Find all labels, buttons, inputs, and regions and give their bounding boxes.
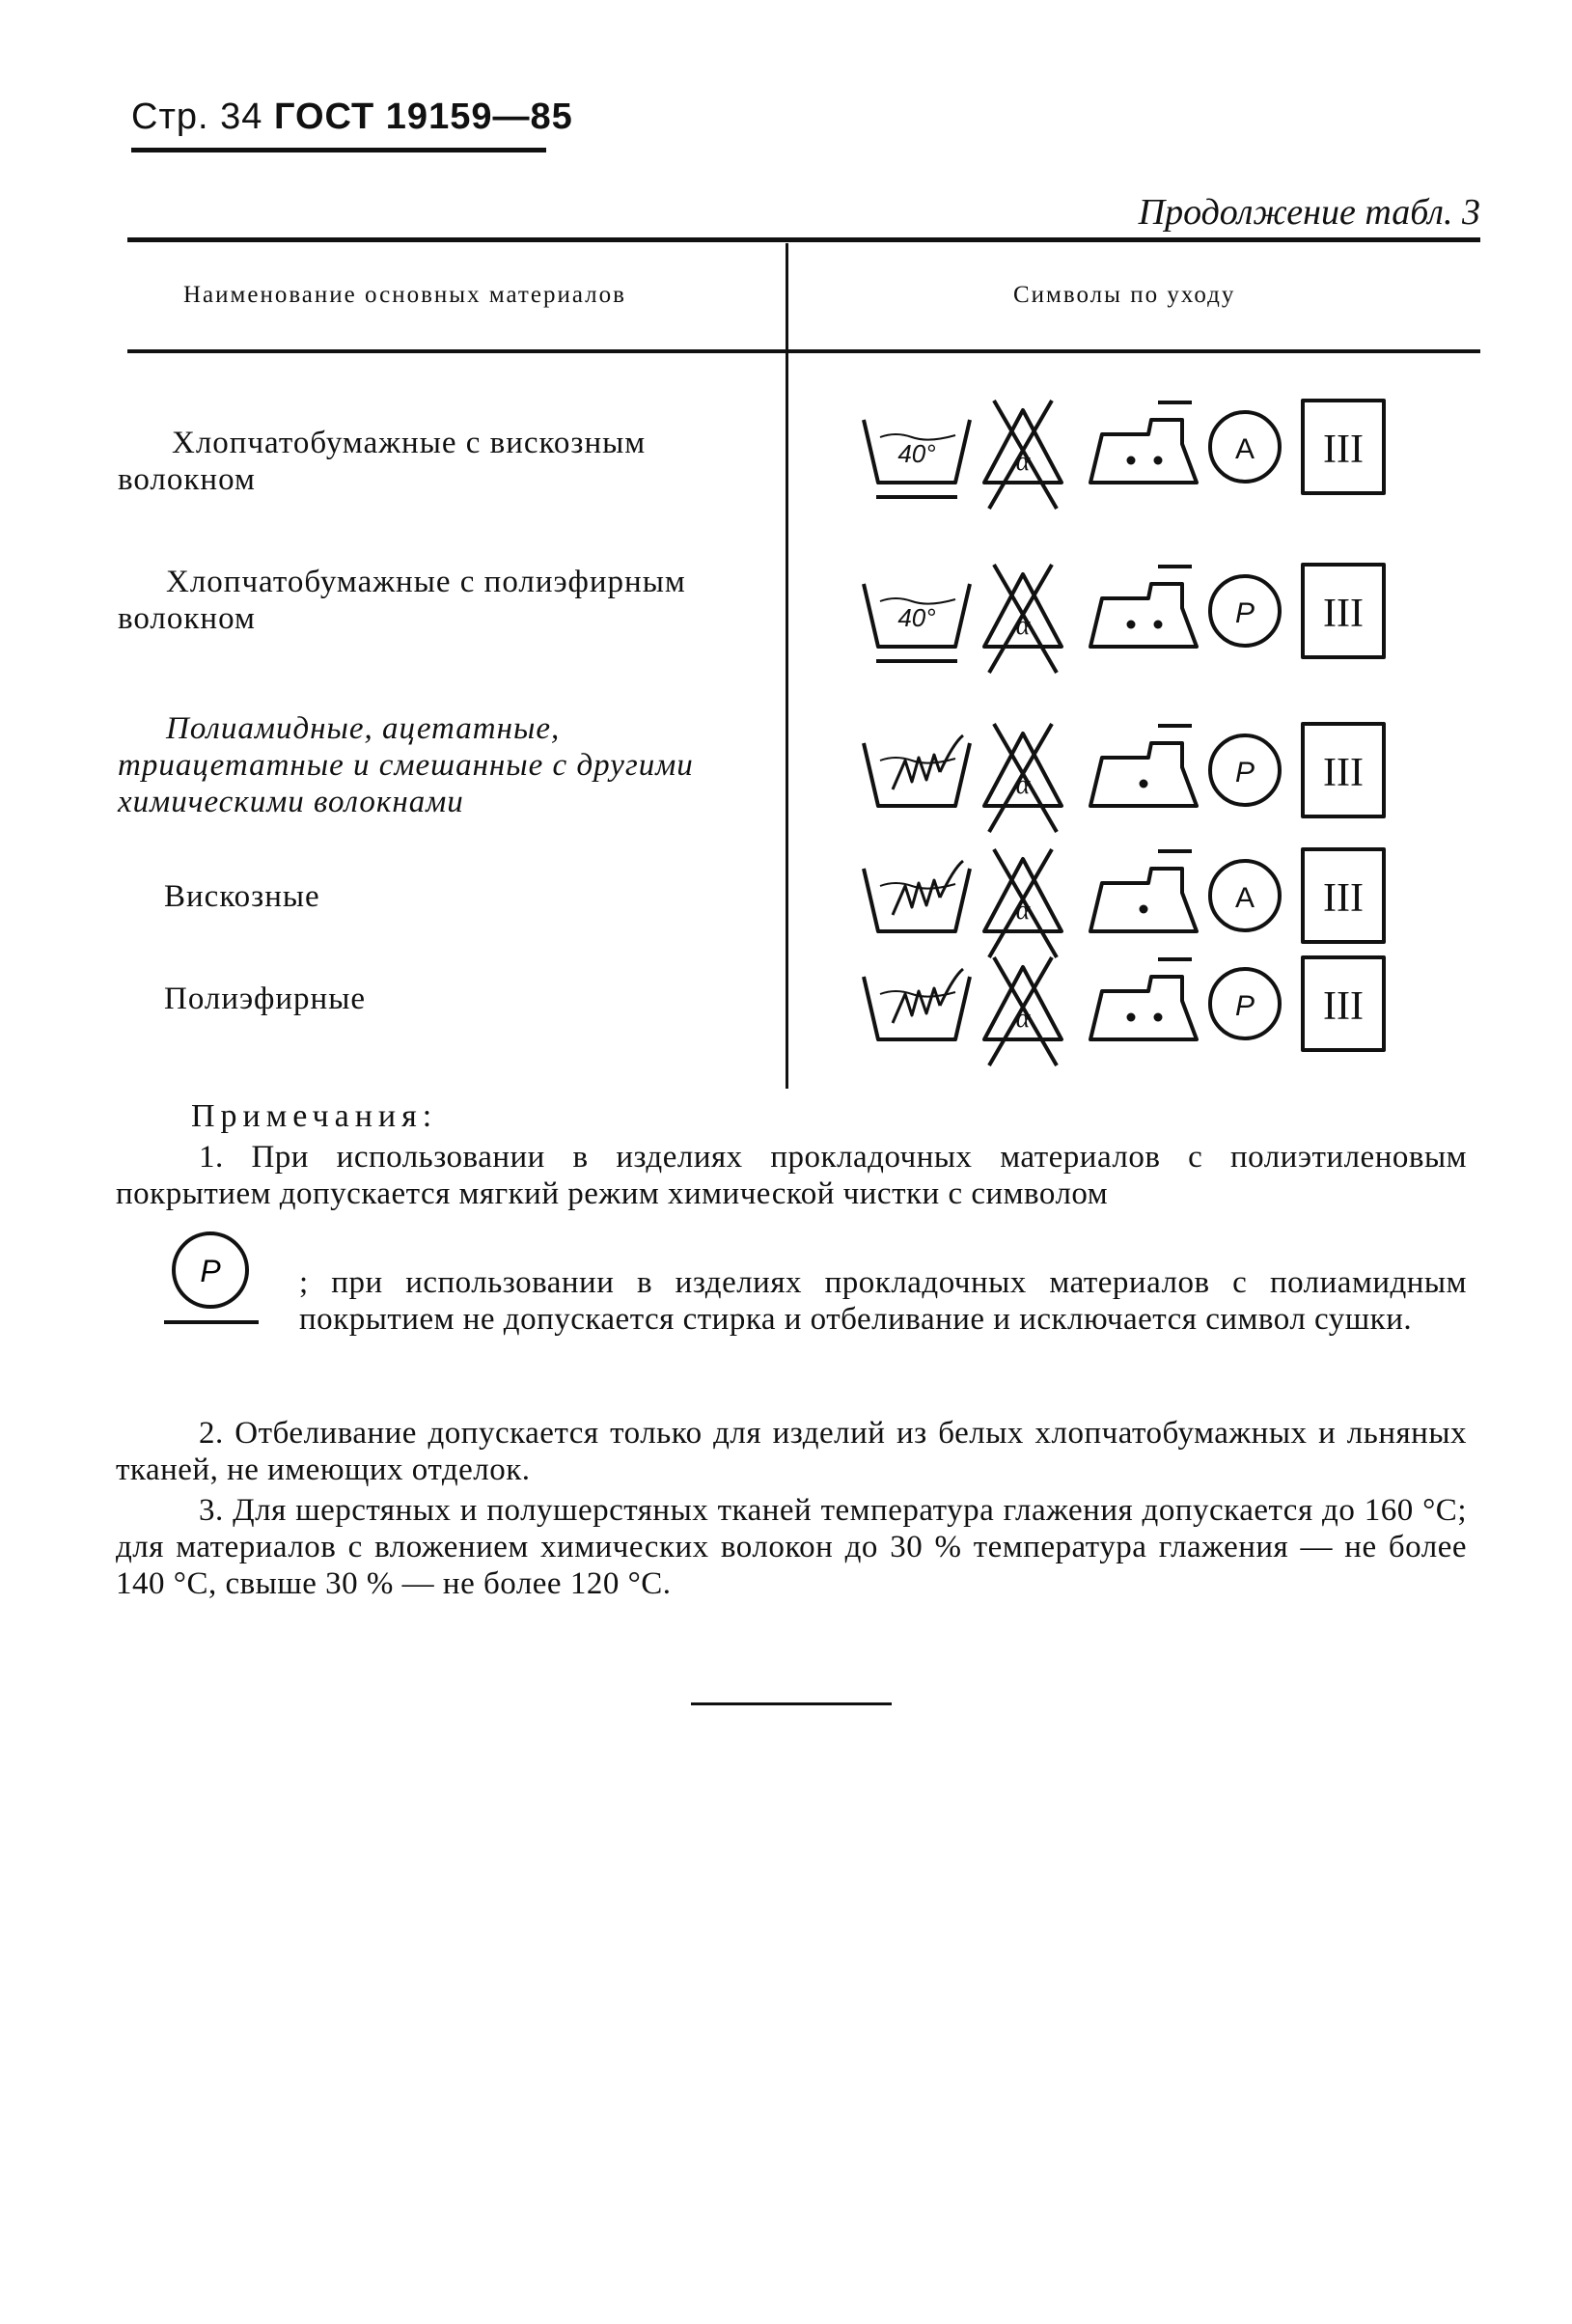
- drying-lines: III: [1323, 592, 1364, 636]
- drying-lines: III: [1323, 751, 1364, 795]
- drying-lines: III: [1323, 984, 1364, 1029]
- wash-tub-icon: [864, 969, 970, 1039]
- bleach-letter: α: [1015, 611, 1031, 641]
- drying-lines: III: [1323, 876, 1364, 921]
- care-symbols-row-2: [859, 555, 1457, 680]
- bleach-letter: α: [1015, 770, 1031, 800]
- notes-title: Примечания:: [191, 1098, 438, 1134]
- dry-clean-mild-symbol: [160, 1226, 266, 1332]
- no-bleach-icon: [984, 849, 1062, 957]
- dry-clean-mild-letter: P: [200, 1254, 221, 1288]
- bleach-letter: α: [1015, 896, 1031, 926]
- wash-tub-icon: [864, 735, 970, 806]
- table-top-rule: [127, 237, 1480, 242]
- iron-icon: [1090, 959, 1197, 1039]
- no-bleach-icon: [984, 401, 1062, 509]
- note-3: 3. Для шерстяных и полушерстяных тканей температура глажения допускается до 160 °С; для материалов с вложением химических волокон до 30 % температура глажения — не более 140 °С, свыше 30 % — не более 120 °С.: [116, 1493, 1467, 1601]
- material-name-row-3: Полиамидные, ацетатные, триацетатные и смешанные с другими химическими волокнами: [118, 711, 694, 819]
- dry-clean-icon: [1210, 576, 1280, 646]
- header-underline: [131, 148, 546, 152]
- drying-icon: [1303, 565, 1384, 657]
- drying-icon: [1303, 724, 1384, 816]
- end-rule: [691, 1702, 892, 1705]
- wash-temperature-label: 40°: [897, 439, 936, 468]
- care-symbols-row-5: [859, 948, 1457, 1073]
- material-name-row-2: Хлопчатобумажные с полиэфирным волокном: [118, 565, 686, 636]
- material-name-row-4: Вискозные: [164, 879, 320, 914]
- drying-icon: [1303, 401, 1384, 493]
- column-header-materials: Наименование основных материалов: [183, 282, 626, 308]
- dry-clean-letter: P: [1234, 990, 1255, 1022]
- dry-clean-letter: P: [1234, 757, 1255, 788]
- wash-tub-icon: [864, 861, 970, 931]
- material-name-row-5: Полиэфирные: [164, 982, 367, 1016]
- wash-tub-icon: [864, 584, 970, 663]
- dry-clean-letter: A: [1234, 882, 1255, 914]
- table-continuation-label: Продолжение табл. 3: [1138, 192, 1480, 233]
- page-header: [131, 97, 573, 138]
- iron-icon: [1090, 851, 1197, 931]
- iron-icon: [1090, 402, 1197, 483]
- bleach-letter: α: [1015, 447, 1031, 477]
- drying-icon: [1303, 849, 1384, 942]
- drying-icon: [1303, 957, 1384, 1050]
- note-2: 2. Отбеливание допускается только для изделий из белых хлопчатобумажных и льняных тканей, не имеющих отделок.: [116, 1416, 1467, 1487]
- page-number: Стр. 34: [131, 97, 263, 137]
- dry-clean-icon: [1210, 412, 1280, 482]
- iron-icon: [1090, 567, 1197, 647]
- care-symbols-row-3: [859, 714, 1457, 840]
- no-bleach-icon: [984, 565, 1062, 673]
- column-header-symbols: Символы по уходу: [1013, 282, 1236, 308]
- note-1-part-b: ; при использовании в изделиях прокладочных материалов с полиамидным покрытием не допускается стирка и отбеливание и исключается символ сушки.: [299, 1265, 1467, 1337]
- dry-clean-icon: [1210, 969, 1280, 1038]
- no-bleach-icon: [984, 724, 1062, 832]
- dry-clean-icon: [1210, 861, 1280, 930]
- wash-temperature-label: 40°: [897, 603, 936, 632]
- material-name-row-1: Хлопчатобумажные с вискозным волокном: [118, 426, 647, 497]
- table-header-rule: [127, 349, 1480, 353]
- dry-clean-letter: A: [1234, 433, 1255, 465]
- drying-lines: III: [1323, 428, 1364, 472]
- standard-code: ГОСТ 19159—85: [273, 97, 573, 137]
- table-column-divider: [786, 243, 788, 1089]
- iron-icon: [1090, 726, 1197, 806]
- wash-tub-icon: [864, 420, 970, 499]
- care-symbols-row-1: [859, 391, 1457, 516]
- bleach-letter: α: [1015, 1004, 1031, 1034]
- care-symbols-row-4: [859, 840, 1457, 965]
- dry-clean-icon: [1210, 735, 1280, 805]
- note-1-part-a: 1. При использовании в изделиях прокладочных материалов с полиэтиленовым покрытием допускается мягкий режим химической чистки с символом: [116, 1140, 1467, 1211]
- no-bleach-icon: [984, 957, 1062, 1065]
- dry-clean-letter: P: [1234, 597, 1255, 629]
